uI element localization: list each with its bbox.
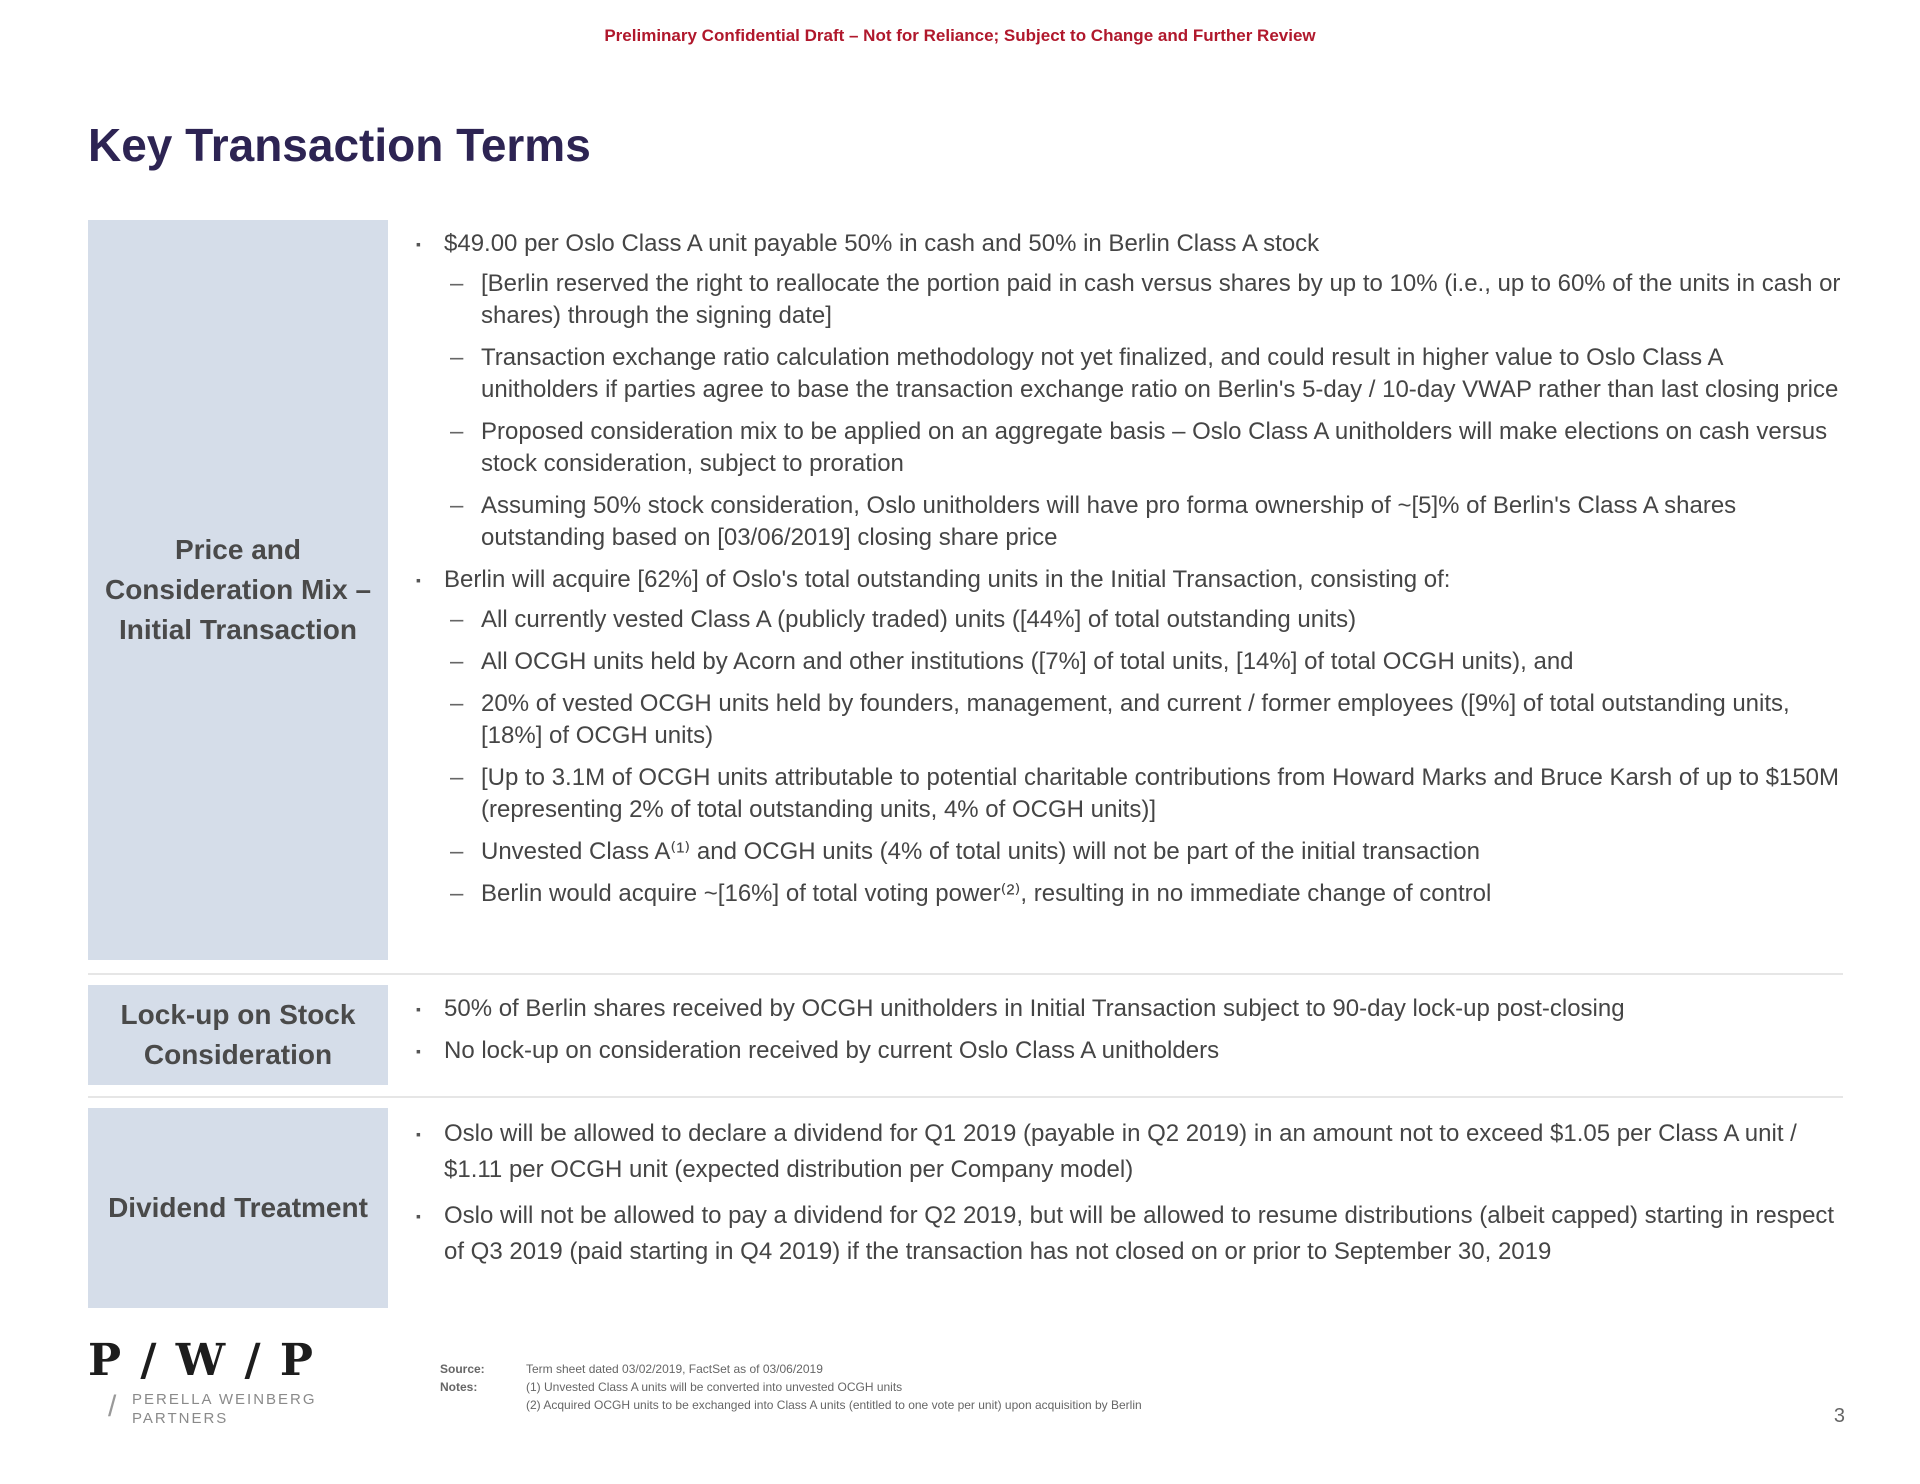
section-label <box>88 1108 388 1308</box>
bullet-item <box>408 564 1843 910</box>
section-label-line: Lock-up on Stock <box>120 999 356 1030</box>
section-label-line: Price and <box>174 534 302 565</box>
note-text: (1) Unvested Class A units will be converted into unvested OCGH units <box>526 1380 903 1394</box>
section-label-line: Consideration <box>143 1039 333 1070</box>
confidential-banner: Preliminary Confidential Draft – Not for Reliance; Subject to Change and Further Review <box>604 26 1316 45</box>
bullet-item <box>408 228 1843 554</box>
sub-bullet-item: – All currently vested Class A (publicly traded) units ([44%] of total outstanding units) <box>444 604 1843 636</box>
logo-line: / PERELLA WEINBERG <box>132 1391 317 1408</box>
bullet-text: Berlin will acquire [62%] of Oslo's total outstanding units in the Initial Transaction, consisting of: <box>444 566 1451 593</box>
sub-bullet-item: – [Up to 3.1M of OCGH units attributable to potential charitable contributions from Howard Marks and Bruce Karsh of up to $150M (representing 2% of total outstanding units, 4% of OCGH units)] <box>444 762 1843 826</box>
section-content <box>408 993 1843 1077</box>
logo-wordmark <box>88 1390 317 1428</box>
source-label: Source: <box>440 1362 485 1376</box>
notes-label: Notes: <box>440 1380 478 1394</box>
section-label <box>88 985 388 1085</box>
section-dividend <box>88 1108 1843 1308</box>
sub-bullet-item: – [Berlin reserved the right to reallocate the portion paid in cash versus shares by up to 10% (i.e., up to 60% of the units in cash or shares) through the signing date] <box>444 268 1843 332</box>
sub-bullet-item: – Berlin would acquire ~[16%] of total voting power⁽²⁾, resulting in no immediate change of control <box>444 878 1843 910</box>
bullet-item: ▪ Oslo will be allowed to declare a dividend for Q1 2019 (payable in Q2 2019) in an amount not to exceed $1.05 per Class A unit / $1.11 per OCGH unit (expected distribution per Company model) <box>408 1116 1843 1188</box>
section-divider <box>88 973 1843 975</box>
sub-bullet-item: – Unvested Class A⁽¹⁾ and OCGH units (4% of total units) will not be part of the initial transaction <box>444 836 1843 868</box>
logo-line: PARTNERS <box>132 1410 229 1427</box>
section-price-consideration <box>88 220 1843 960</box>
sub-bullet-item: – Proposed consideration mix to be applied on an aggregate basis – Oslo Class A unitholders will make elections on cash versus stock consideration, subject to proration <box>444 416 1843 480</box>
section-content <box>408 1116 1843 1280</box>
sub-bullet-item: – Assuming 50% stock consideration, Oslo unitholders will have pro forma ownership of ~[5]% of Berlin's Class A shares outstanding based on [03/06/2019] closing share price <box>444 490 1843 554</box>
pwp-logo <box>88 1335 317 1428</box>
logo-mark: P / W / P <box>88 1335 315 1386</box>
sub-bullet-item: – 20% of vested OCGH units held by founders, management, and current / former employees ([9%] of total outstanding units, [18%] of OCGH units) <box>444 688 1843 752</box>
section-label <box>88 220 388 960</box>
bullet-item: ▪ 50% of Berlin shares received by OCGH unitholders in Initial Transaction subject to 90-day lock-up post-closing <box>408 993 1843 1025</box>
bullet-text: $49.00 per Oslo Class A unit payable 50% in cash and 50% in Berlin Class A stock <box>444 230 1320 257</box>
section-lockup <box>88 985 1843 1085</box>
section-label-line: Consideration Mix – <box>104 574 372 605</box>
section-label-line: Dividend Treatment <box>108 1192 368 1223</box>
sub-bullet-item: – Transaction exchange ratio calculation methodology not yet finalized, and could result in higher value to Oslo Class A unitholders if parties agree to base the transaction exchange ratio on Berlin's 5-day / 10-day VWAP rather than last closing price <box>444 342 1843 406</box>
sub-bullet-item: – All OCGH units held by Acorn and other institutions ([7%] of total units, [14%] of total OCGH units), and <box>444 646 1843 678</box>
footnotes <box>440 1360 1142 1414</box>
bullet-item: ▪ No lock-up on consideration received by current Oslo Class A unitholders <box>408 1035 1843 1067</box>
page-number: 3 <box>1833 1405 1845 1427</box>
section-label-line: Initial Transaction <box>118 614 358 645</box>
section-divider <box>88 1096 1843 1098</box>
source-text: Term sheet dated 03/02/2019, FactSet as of 03/06/2019 <box>526 1362 823 1376</box>
bullet-item: ▪ Oslo will not be allowed to pay a dividend for Q2 2019, but will be allowed to resume distributions (albeit capped) starting in respect of Q3 2019 (paid starting in Q4 2019) if the transaction has not closed on or prior to September 30, 2019 <box>408 1198 1843 1270</box>
section-content <box>408 228 1843 920</box>
page-title: Key Transaction Terms <box>88 119 591 171</box>
note-text: (2) Acquired OCGH units to be exchanged into Class A units (entitled to one vote per unit) upon acquisition by Berlin <box>526 1398 1142 1412</box>
